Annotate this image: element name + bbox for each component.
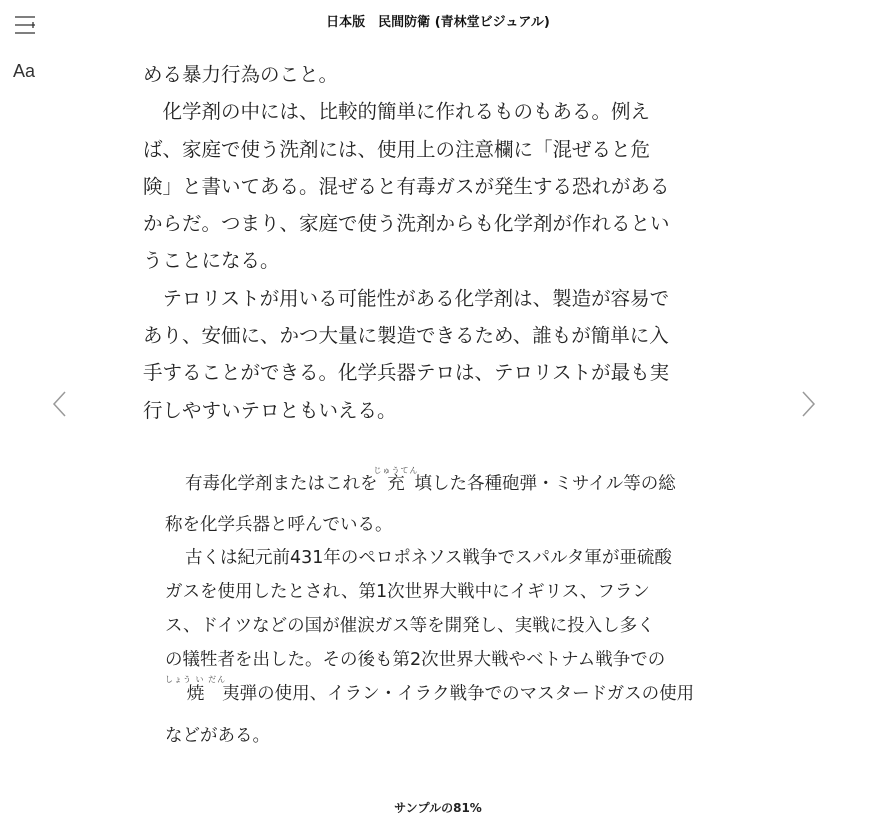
note-text: 夷弾の使用、イラン・イラク戦争でのマスタードガスの使用	[222, 684, 695, 704]
note-text: 填した各種砲弾・ミサイル等の総	[414, 474, 676, 494]
body-line: テロリストが用いる可能性がある化学剤は、製造が容易で	[143, 286, 670, 310]
note-line: ス、ドイツなどの国が催涙ガス等を開発し、実戦に投入し多く	[165, 616, 655, 636]
body-line: める暴力行為のこと。	[143, 63, 339, 86]
note-line: 称を化学兵器と呼んでいる。	[165, 515, 393, 535]
body-line: からだ。つまり、家庭で使う洗剤からも化学剤が作れるとい	[143, 212, 670, 236]
ruby-base: 充	[373, 474, 419, 494]
body-line: あり、安価に、かつ大量に製造できるため、誰もが簡単に入	[143, 324, 669, 348]
previous-page-button[interactable]	[50, 390, 70, 418]
book-title: 日本版 民間防衛 (青林堂ビジュアル)	[326, 15, 550, 30]
chevron-left-icon	[50, 390, 70, 418]
body-line: 化学剤の中には、比較的簡単に作れるものもある。例え	[143, 100, 651, 124]
furigana-word	[373, 466, 419, 494]
menu-button[interactable]	[13, 14, 37, 36]
note-line	[185, 466, 676, 495]
ruby-base: 焼	[165, 684, 227, 704]
page-body-text	[143, 56, 733, 429]
body-line: うことになる。	[143, 249, 280, 273]
body-line: 険」と書いてある。混ぜると有毒ガスが発生する恐れがある	[143, 174, 670, 198]
note-line: の犠牲者を出した。その後も第2次世界大戦やベトナム戦争での	[165, 650, 666, 670]
chevron-right-icon	[798, 390, 818, 418]
body-line: 行しやすいテロともいえる。	[143, 398, 397, 422]
ruby-text: じゅうてん	[373, 466, 419, 475]
menu-icon	[13, 14, 37, 36]
note-line: 古くは紀元前431年のペロポネソス戦争でスパルタ軍が亜硫酸	[185, 548, 672, 568]
body-line: 手することができる。化学兵器テロは、テロリストが最も実	[143, 361, 670, 385]
note-text: 有毒化学剤またはこれを	[185, 474, 378, 494]
next-page-button[interactable]	[798, 390, 818, 418]
font-settings-button[interactable]: Aa	[13, 61, 36, 81]
reading-progress: サンプルの81%	[394, 801, 482, 815]
note-line: などがある。	[165, 726, 270, 746]
ruby-text: しょう い だん	[165, 675, 227, 684]
note-line	[165, 675, 694, 705]
note-line: ガスを使用したとされ、第1次世界大戦中にイギリス、フラン	[165, 582, 650, 602]
furigana-word	[165, 675, 227, 704]
body-line: ば、家庭で使う洗剤には、使用上の注意欄に「混ぜると危	[143, 137, 651, 161]
